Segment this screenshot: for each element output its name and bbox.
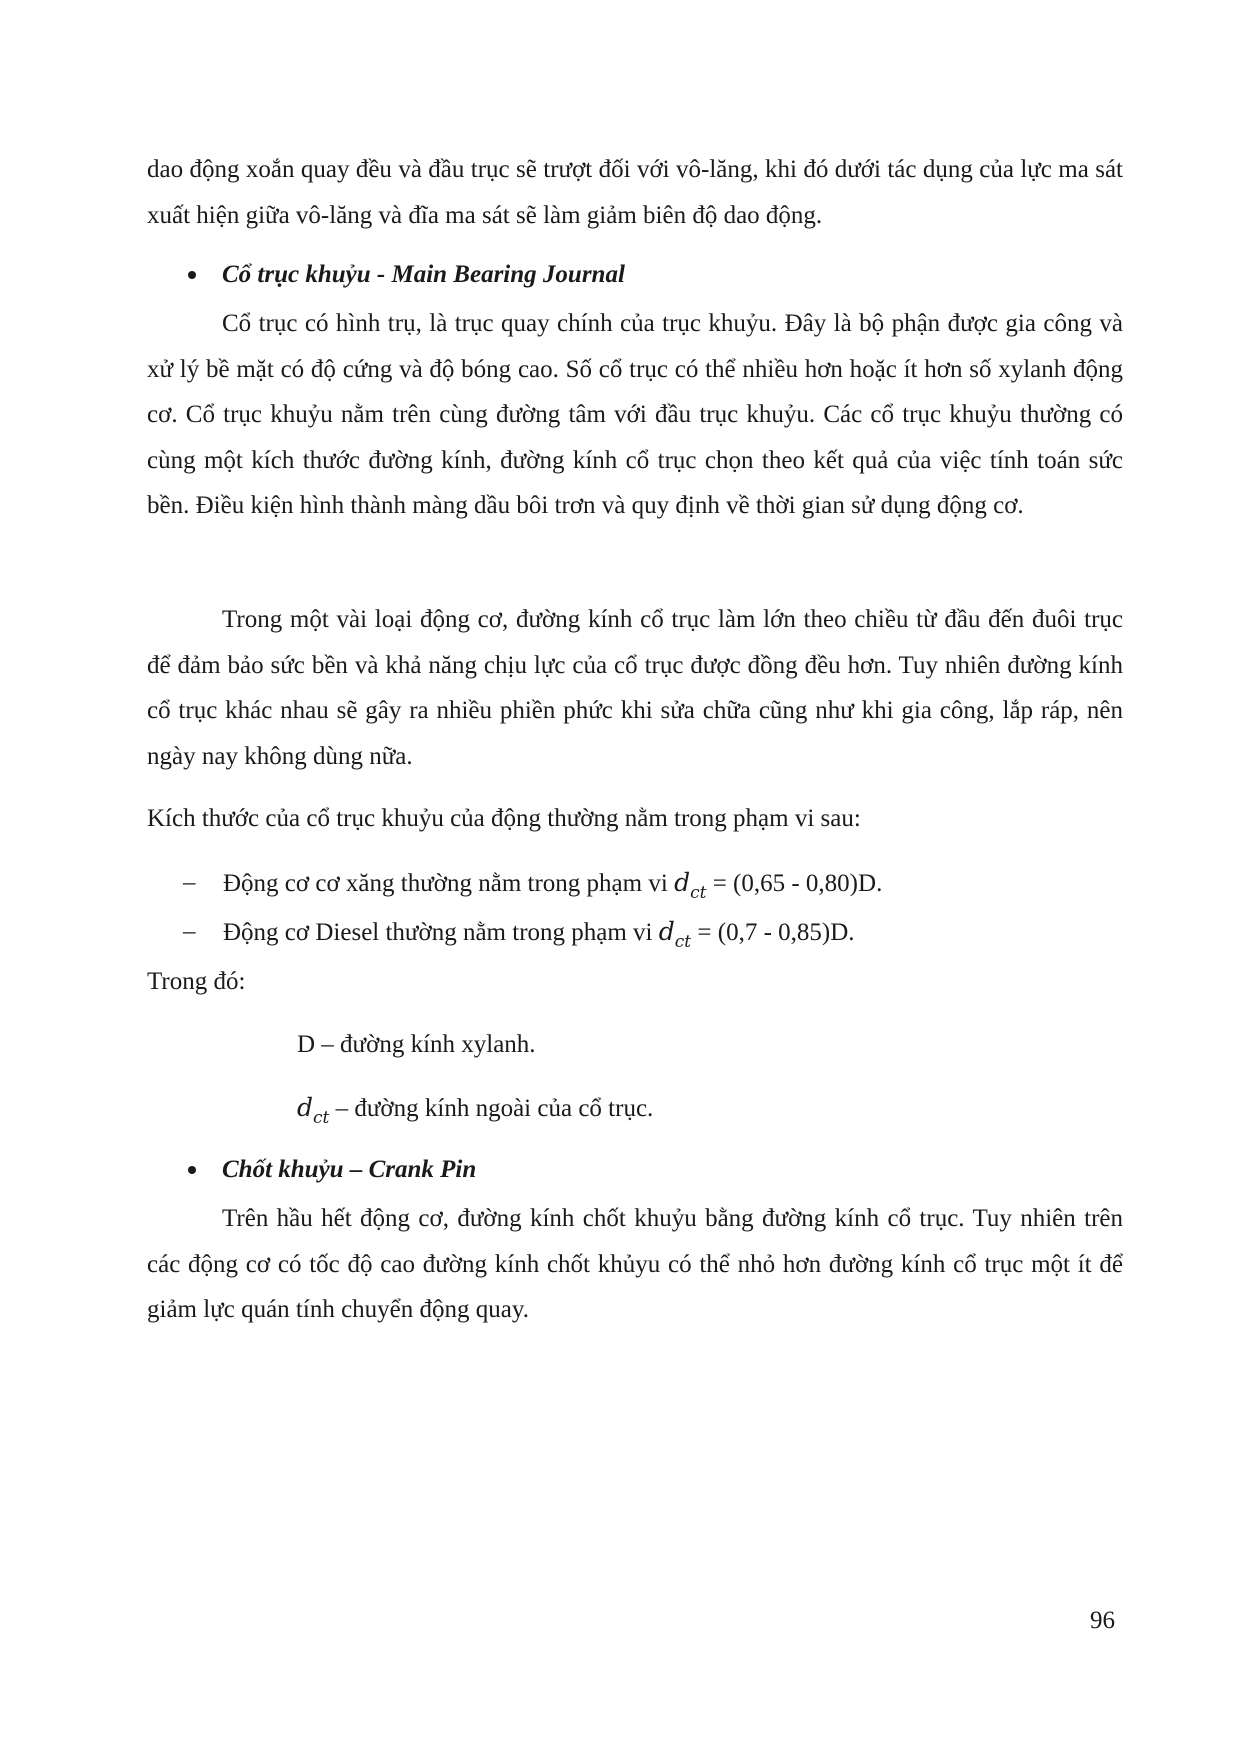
page-number: 96 [1090,1607,1115,1634]
heading-main-bearing-journal-text: Cổ trục khuỷu - Main Bearing Journal [222,261,625,288]
where-label: Trong đó: [147,968,246,995]
dash-bullet: – [183,918,196,945]
journal-paragraph-1: Cổ trục có hình trụ, là trục quay chính của trục khuỷu. Đây là bộ phận được gia công và xử lý bề mặt có độ cứng và độ bóng cao. Số cổ trục có thể nhiều hơn hoặc ít hơn số xylanh động cơ. Cổ trục khuỷu nằm trên cùng đường tâm với đầu trục khuỷu. Các cổ trục khuỷu thường có cùng một kích thước đường kính, đường kính cổ trục chọn theo kết quả của việc tính toán sức bền. Điều kiện hình thành màng dầu bôi trơn và quy định về thời gian sử dụng động cơ. [147,310,1123,519]
crank-pin-paragraph: Trên hầu hết động cơ, đường kính chốt khuỷu bằng đường kính cổ trục. Tuy nhiên trên các động cơ có tốc độ cao đường kính chốt khủyu có thể nhỏ hơn đường kính cổ trục một ít để giảm lực quán tính chuyển động quay. [147,1205,1123,1323]
dash-bullet: – [183,869,196,896]
intro-paragraph: dao động xoắn quay đều và đầu trục sẽ trượt đối với vô-lăng, khi đó dưới tác dụng của lực ma sát xuất hiện giữa vô-lăng và đĩa ma sát sẽ làm giảm biên độ dao động. [147,156,1123,229]
bullet-icon [188,1166,196,1174]
journal-paragraph-2: Trong một vài loại động cơ, đường kính cổ trục làm lớn theo chiều từ đầu đến đuôi trục để đảm bảo sức bền và khả năng chịu lực của cổ trục được đồng đều hơn. Tuy nhiên đường kính cổ trục khác nhau sẽ gây ra nhiều phiền phức khi sửa chữa cũng như khi gia công, lắp ráp, nên ngày nay không dùng nữa. [147,606,1123,770]
bullet-icon [188,271,196,279]
list-item-prefix: Động cơ Diesel thường nằm trong phạm vi [223,919,653,946]
math-dct: $d_{ct}$ [658,917,692,952]
list-item-prefix: Động cơ cơ xăng thường nằm trong phạm vi [223,870,668,897]
list-item-suffix: = (0,65 - 0,80)D. [712,870,883,897]
definition-D: D – đường kính xylanh. [297,1031,536,1058]
heading-crank-pin [222,1155,476,1185]
size-intro: Kích thước của cổ trục khuỷu của động thường nằm trong phạm vi sau: [147,805,861,832]
heading-main-bearing-journal [222,260,625,290]
math-dct: $d_{ct}$ [297,1093,330,1128]
list-item-suffix: = (0,7 - 0,85)D. [697,919,855,946]
math-dct: $d_{ct}$ [674,868,707,903]
heading-crank-pin-text: Chốt khuỷu – Crank Pin [222,1156,477,1183]
definition-dct: $d_{ct}$ – đường kính ngoài của cổ trục. [297,1093,654,1128]
